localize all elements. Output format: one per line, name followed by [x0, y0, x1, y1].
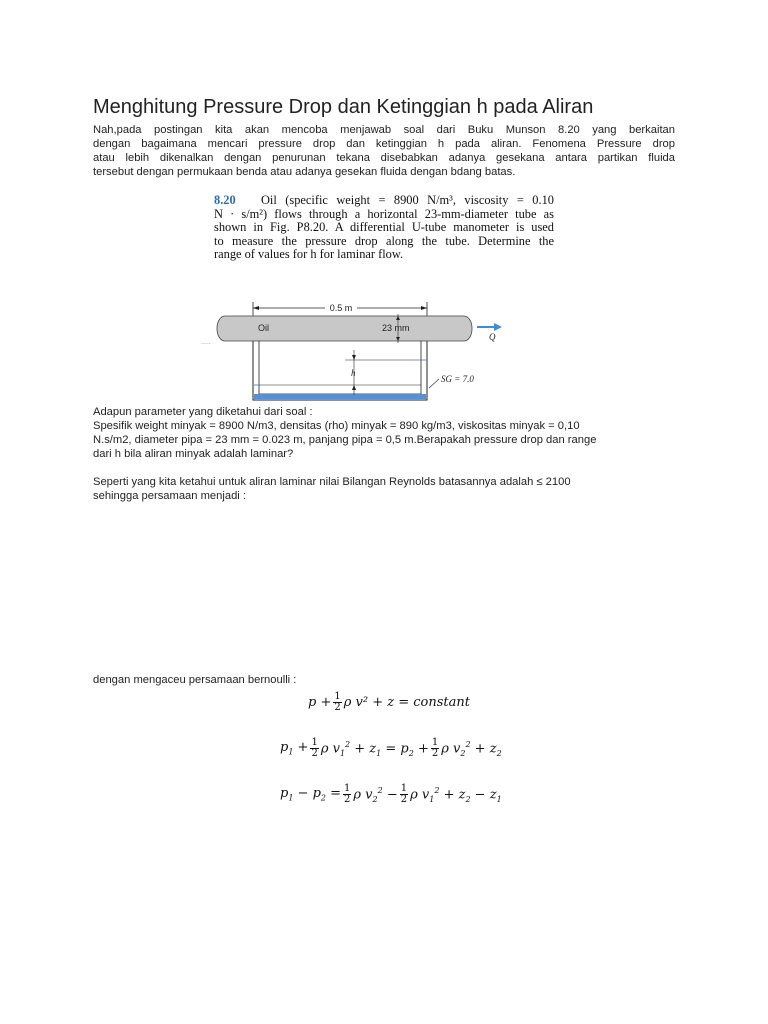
problem-line: to measure the pressure drop along the tube. Determine the — [214, 233, 554, 248]
params-line: Adapun parameter yang diketahui dari soal : — [93, 406, 313, 418]
fraction-half: $\frac{1}{2}$ — [334, 691, 341, 713]
params-line: N.s/m2, diameter pipa = 23 mm = 0.023 m, panjang pipa = 0,5 m.Berapakah pressure drop dan range — [93, 434, 597, 446]
problem-line: Oil (specific weight = 8900 N/m³, viscosity = 0.10 — [260, 193, 554, 207]
reynolds-paragraph — [93, 475, 675, 503]
problem-line: N · s/m²) flows through a horizontal 23-mm-diameter tube as — [214, 206, 554, 221]
oil-label: Oil — [258, 323, 269, 333]
reynolds-line: sehingga persamaan menjadi : — [93, 490, 246, 502]
page-title: Menghitung Pressure Drop dan Ketinggian h pada Aliran — [93, 96, 594, 118]
params-line: dari h bila aliran minyak adalah laminar? — [93, 448, 294, 460]
params-line: Spesifik weight minyak = 8900 N/m3, densitas (rho) minyak = 890 kg/m3, viskositas minyak = 0,10 — [93, 420, 580, 432]
bernoulli-two-point-equation: $p_1$ + $\frac{1}{2}$ ρ $v_1^2 + z_1 = p_2$ + $\frac{1}{2}$ ρ $v_2^2 + z_2$ — [280, 737, 502, 759]
intro-line: dengan bagaimana mencari pressure drop dan ketinggian h pada aliran. Fenomena Pressure drop — [93, 138, 675, 150]
diameter-label: 23 mm — [382, 323, 410, 333]
problem-number: 8.20 — [214, 193, 236, 207]
reynolds-line: Seperti yang kita ketahui untuk aliran laminar nilai Bilangan Reynolds batasannya adalah ≤ 2100 — [93, 476, 571, 488]
height-label: h — [351, 368, 356, 378]
pressure-drop-equation: $p_1 - p_2$ = $\frac{1}{2}$ ρ $v_2^2$ − $\frac{1}{2}$ ρ $v_1^2 + z_2 - z_1$ — [280, 783, 502, 805]
intro-paragraph — [93, 123, 675, 179]
intro-line: atau lebih dikenalkan dengan penurunan tekana disebabkan adanya gesekana antara partikan fluida — [93, 152, 675, 164]
parameters-paragraph — [93, 405, 675, 461]
problem-line: range of values for h for laminar flow. — [214, 247, 404, 262]
length-label: 0.5 m — [329, 303, 353, 313]
flow-label: Q — [489, 332, 496, 342]
intro-line: tersebut dengan permukaan benda atau adanya gesekan fluida dengan bdang batas. — [93, 166, 516, 178]
problem-line: shown in Fig. P8.20. A differential U-tube manometer is used — [214, 220, 554, 235]
pipe — [217, 316, 472, 341]
intro-line: Nah,pada postingan kita akan mencoba menjawab soal dari Buku Munson 8.20 yang berkaitan — [93, 124, 675, 136]
sg-label: SG = 7.0 — [441, 374, 474, 384]
manometer-fluid — [254, 394, 426, 399]
svg-text:.....: ..... — [201, 339, 211, 346]
u-tube — [253, 341, 427, 400]
bernoulli-equation: p + $\frac{1}{2}$ ρ v² + z = constant — [308, 691, 470, 713]
problem-statement — [214, 194, 554, 262]
manometer-figure — [195, 296, 515, 406]
bernoulli-intro: dengan mengaceu persamaan bernoulli : — [93, 674, 297, 686]
